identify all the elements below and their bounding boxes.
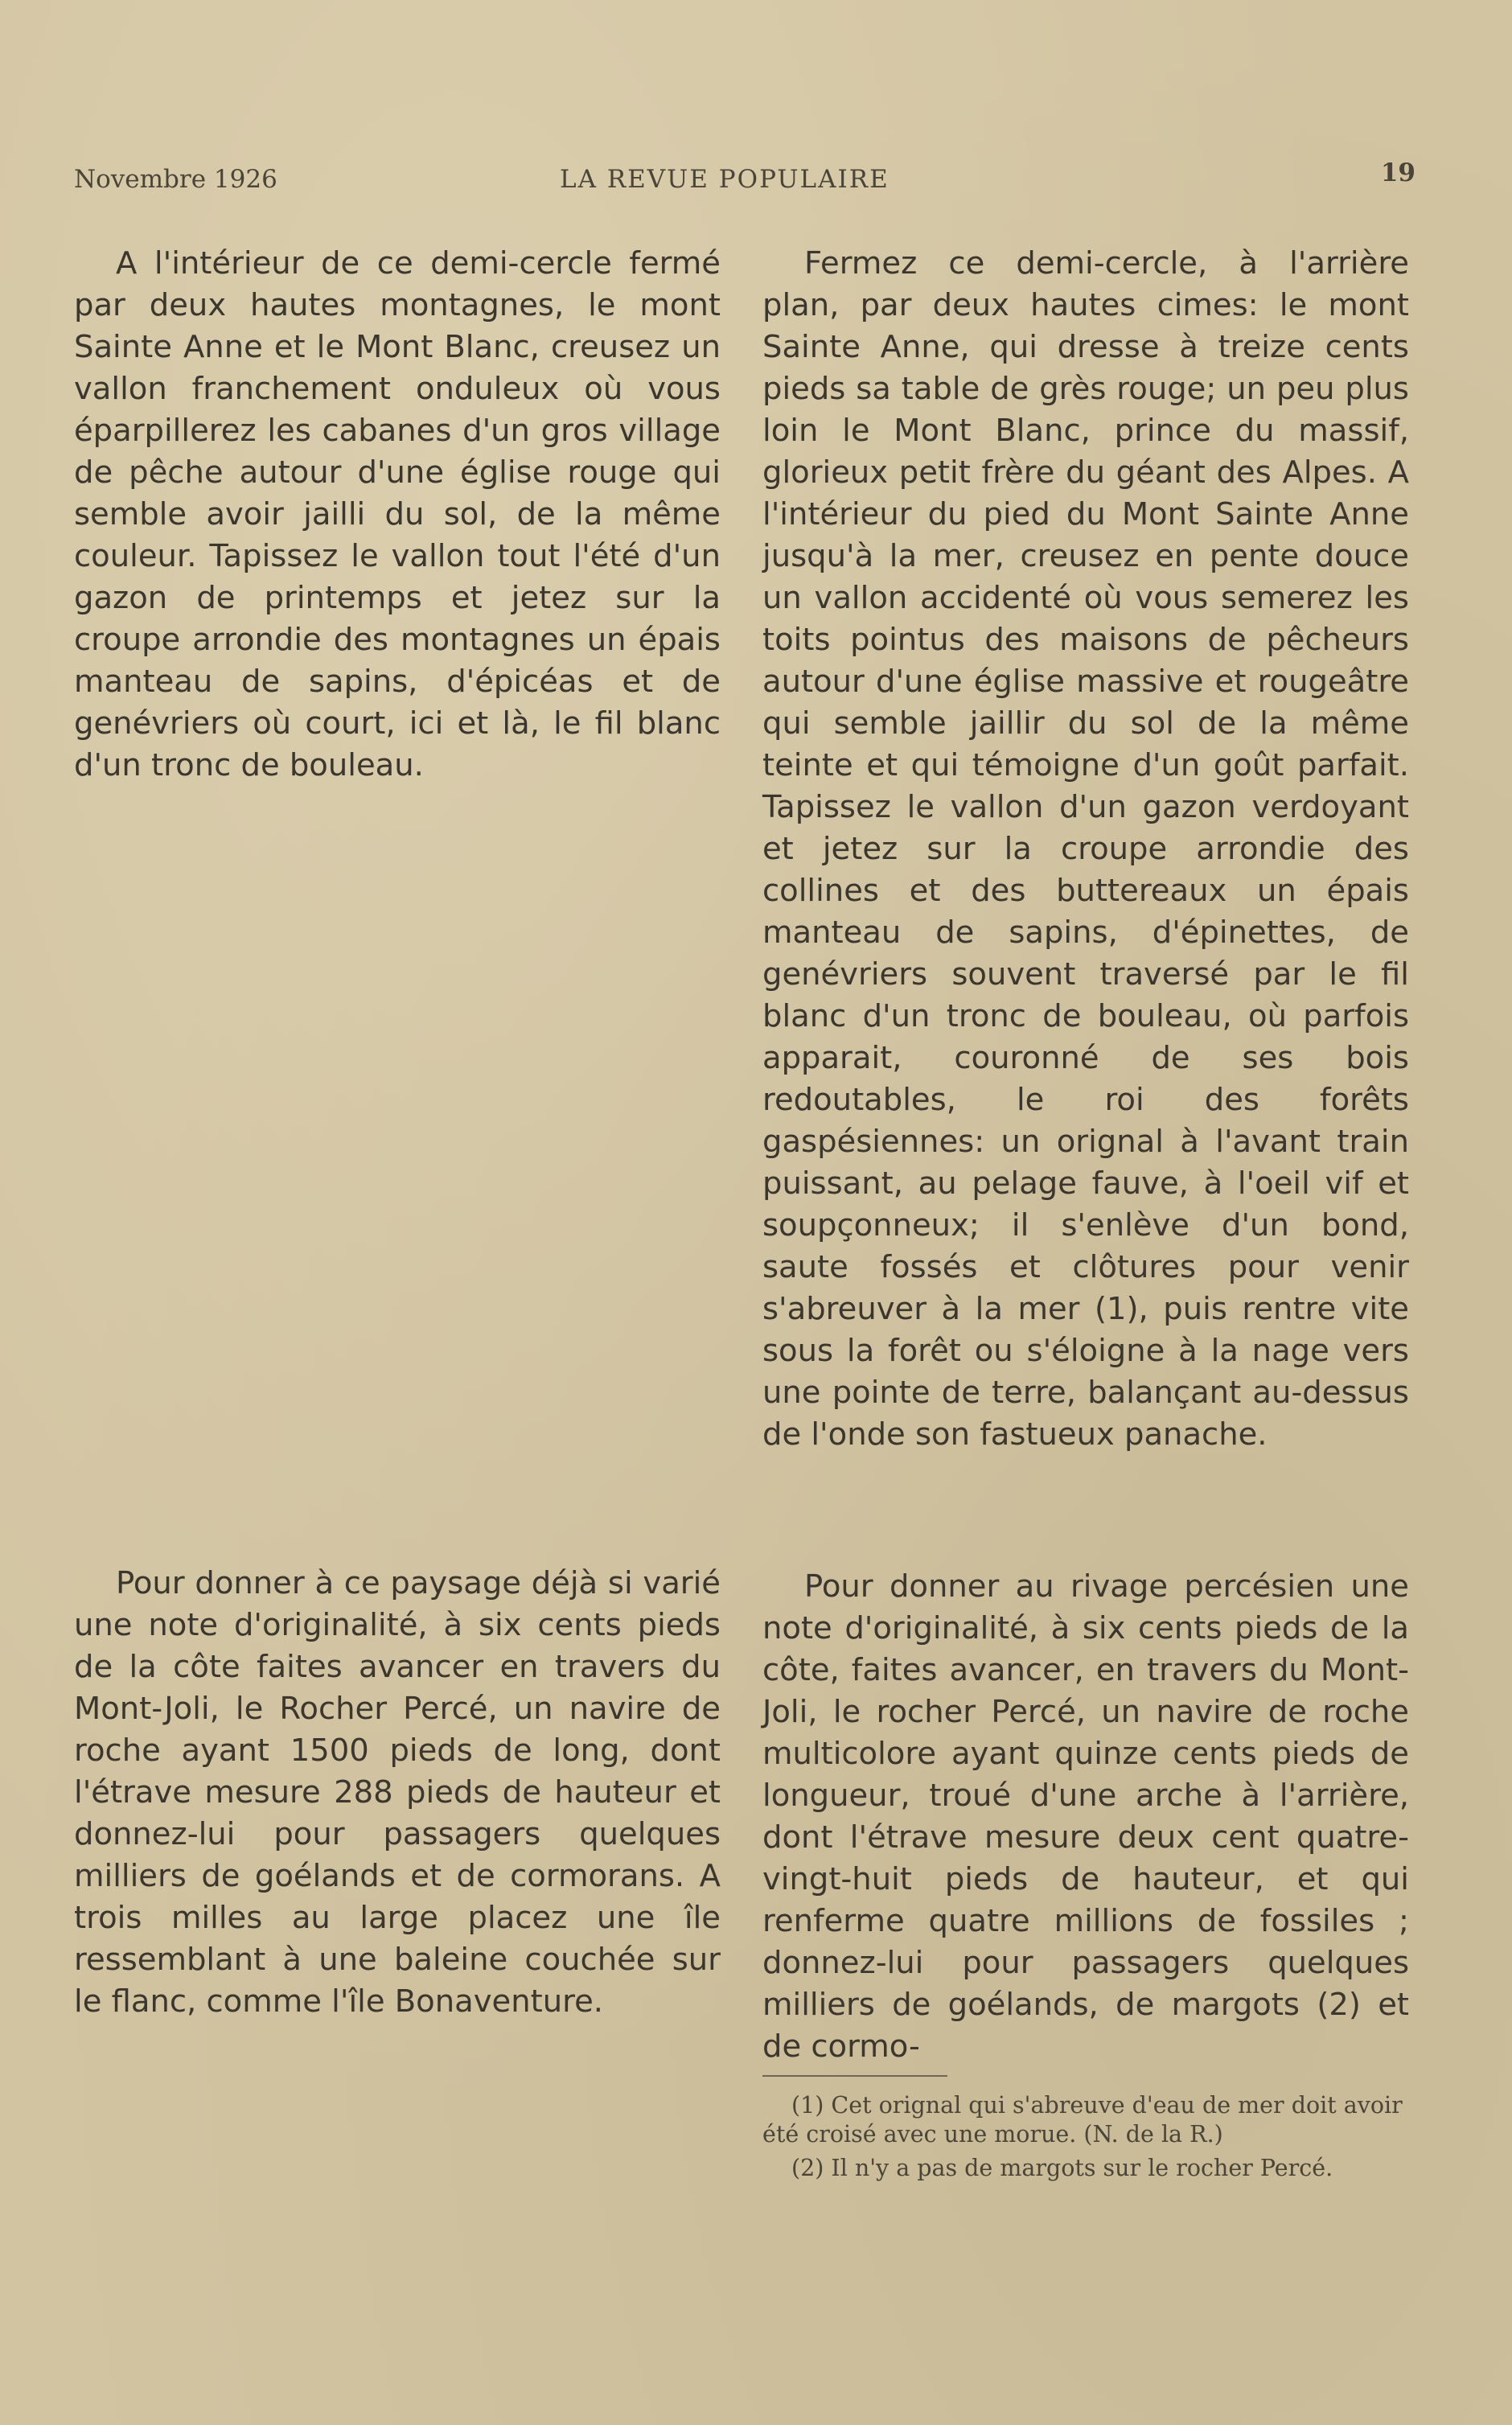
footnote-1: (1) Cet orignal qui s'abreuve d'eau de mer doit avoir été croisé avec une morue. (N. de la R.): [762, 2092, 1403, 2148]
footnote-divider: [762, 2075, 947, 2077]
left-paragraph-2: Pour donner à ce paysage déjà si varié une note d'originalité, à six cents pieds de la côte faites avancer en travers du Mont-Joli, le Rocher Percé, un navire de roche ayant 1500 pieds de long, dont l'étrave mesure 288 pieds de hauteur et donnez-lui pour passagers quelques milliers de goélands et de cormorans. A trois milles au large placez une île ressemblant à une baleine couchée sur le flanc, comme l'île Bonaventure.: [74, 1565, 721, 2020]
right-column-bottom: [762, 1566, 1409, 2068]
page-number: 19: [1380, 158, 1415, 187]
publication-title: LA REVUE POPULAIRE: [560, 165, 890, 194]
right-paragraph-2: Pour donner au rivage percésien une note d'originalité, à six cents pieds de la côte, faites avancer, en travers du Mont-Joli, le rocher Percé, un navire de roche multicolore ayant quinze cents pieds de longueur, troué d'une arche à l'arrière, dont l'étrave mesure deux cent quatre-vingt-huit pieds de hauteur, et qui renferme quatre millions de fossiles ; donnez-lui pour passagers quelques milliers de goélands, de margots (2) et de cormo-: [762, 1568, 1409, 2065]
left-column-top: [74, 243, 721, 787]
page-header: [74, 158, 1415, 205]
left-column-bottom: [74, 1563, 721, 2023]
right-column-top: [762, 243, 1409, 1456]
right-paragraph-1: Fermez ce demi-cercle, à l'arrière plan, par deux hautes cimes: le mont Sainte Anne, qui dresse à treize cents pieds sa table de grès rouge; un peu plus loin le Mont Blanc, prince du massif, glorieux petit frère du géant des Alpes. A l'intérieur du pied du Mont Sainte Anne jusqu'à la mer, creusez en pente douce un vallon accidenté où vous semerez les toits pointus des maisons de pêcheurs autour d'une église massive et rougeâtre qui semble jaillir du sol de la même teinte et qui témoigne d'un goût parfait. Tapissez le vallon d'un gazon verdoyant et jetez sur la croupe arrondie des collines et des buttereaux un épais manteau de sapins, d'épinettes, de genévriers souvent traversé par le fil blanc d'un tronc de bouleau, où parfois apparait, couronné de ses bois redoutables, le roi des forêts gaspésiennes: un orignal à l'avant train puissant, au pelage fauve, à l'oeil vif et soupçonneux; il s'enlève d'un bond, saute fossés et clôtures pour venir s'abreuver à la mer (1), puis rentre vite sous la forêt ou s'éloigne à la nage vers une pointe de terre, balançant au-dessus de l'onde son fastueux panache.: [762, 245, 1409, 1453]
footnote-2: (2) Il n'y a pas de margots sur le rocher Percé.: [791, 2155, 1333, 2181]
left-paragraph-1: A l'intérieur de ce demi-cercle fermé par deux hautes montagnes, le mont Sainte Anne et le Mont Blanc, creusez un vallon franchement onduleux où vous éparpillerez les cabanes d'un gros village de pêche autour d'une église rouge qui semble avoir jailli du sol, de la même couleur. Tapissez le vallon tout l'été d'un gazon de printemps et jetez sur la croupe arrondie des montagnes un épais manteau de sapins, d'épicéas et de genévriers où court, ici et là, le fil blanc d'un tronc de bouleau.: [74, 245, 721, 783]
footnotes: [762, 2091, 1415, 2188]
issue-date: Novembre 1926: [74, 165, 277, 194]
